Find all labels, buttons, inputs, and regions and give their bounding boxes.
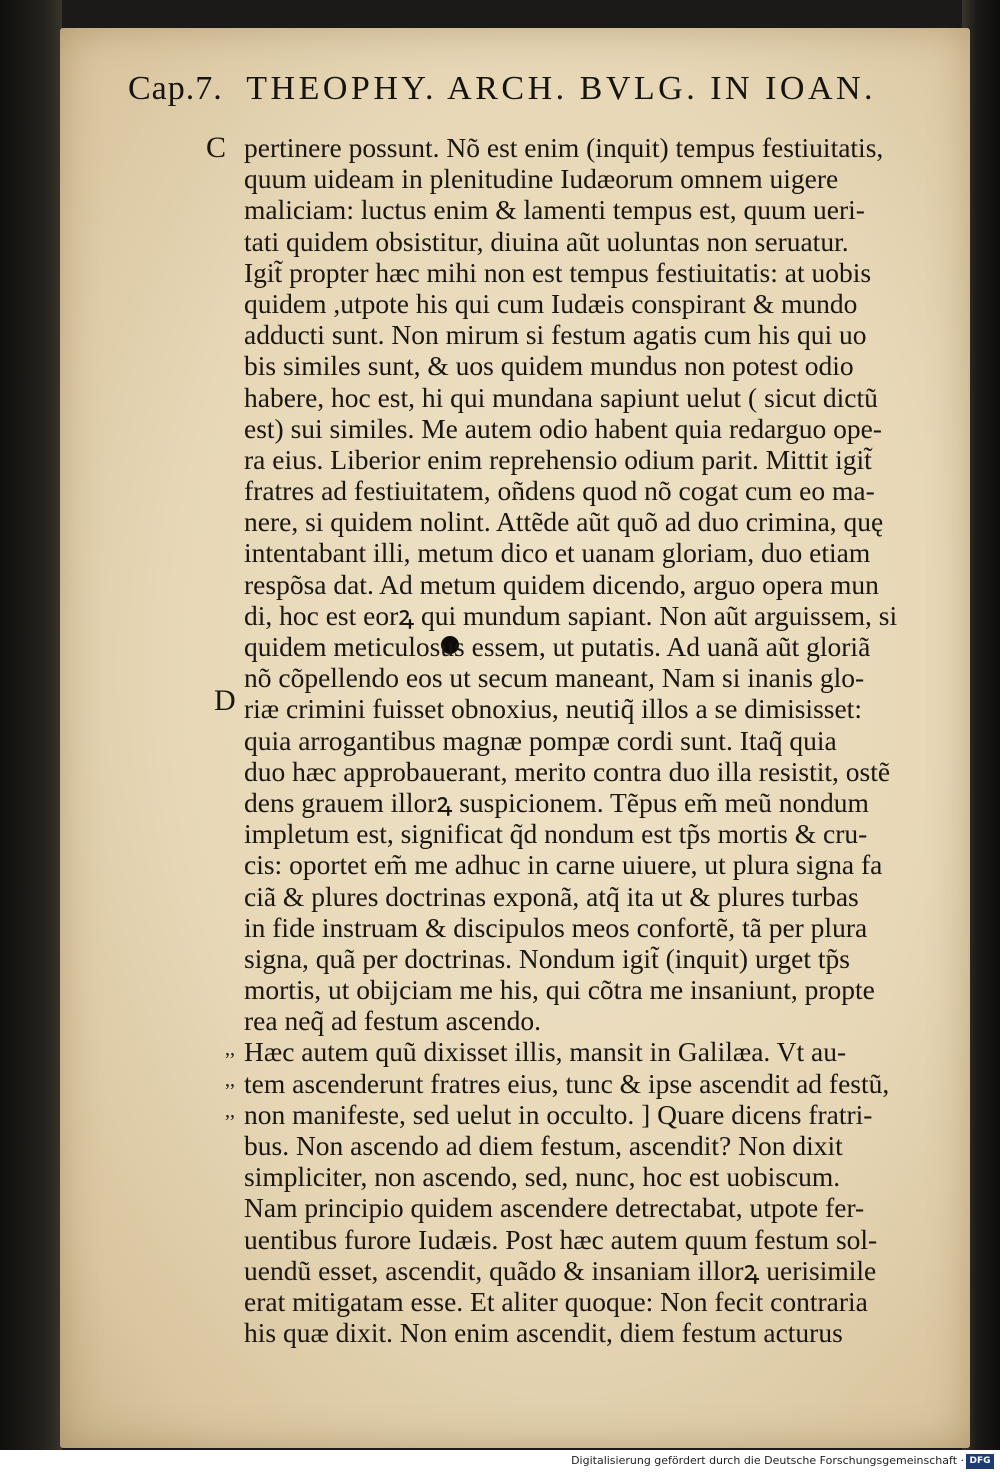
text-line: ra eius. Liberior enim reprehensio odium parit. Mittit igit̃ (244, 443, 872, 475)
text-line: duo hæc approbauerant, merito contra duo illa resistit, ostẽ (244, 755, 891, 787)
text-line: adducti sunt. Non mirum si festum agatis cum his qui uo (244, 319, 867, 351)
text-line: uentibus furore Iudæis. Post hæc autem quum festum sol- (244, 1223, 878, 1255)
text-line: uendũ esset, ascendit, quãdo & insaniam illorꝝ uerisimile (244, 1254, 877, 1286)
text-line: intentabant illi, metum dico et uanam gloriam, duo etiam (244, 537, 871, 569)
text-line: fratres ad festiuitatem, oñdens quod nõ cogat cum eo ma- (244, 475, 875, 507)
text-line: impletum est, significat q̃d nondum est tp̃s mortis & cru- (244, 818, 868, 850)
text-line: maliciam: luctus enim & lamenti tempus est, quum ueri- (244, 194, 865, 226)
text-line: cis: oportet em̃ me adhuc in carne uiuere, ut plura signa fa (244, 849, 883, 881)
margin-letter-c: C (206, 131, 227, 164)
running-header (128, 70, 928, 126)
text-line: quidem meticulosus essem, ut putatis. Ad uanã aũt gloriã (244, 631, 871, 662)
text-line: tati quidem obsistitur, diuina aũt uoluntas non seruatur. (244, 225, 849, 257)
text-line: pertinere possunt. Nõ est enim (inquit) tempus festiuitatis, (244, 132, 884, 163)
text-line: erat mitigatam esse. Et aliter quoque: Non fecit contraria (244, 1285, 868, 1317)
quote-mark: ,, (225, 1100, 235, 1122)
text-line: tem ascenderunt fratres eius, tunc & ipse ascendit ad festũ, (244, 1067, 890, 1099)
text-line: Hæc autem quũ dixisset illis, mansit in Galilæa. Vt au- (244, 1036, 847, 1068)
text-line: est) sui similes. Me autem odio habent quia redarguo ope- (244, 412, 882, 444)
text-line: nere, si quidem nolint. Attẽde aũt quõ ad duo crimina, quę (244, 506, 884, 538)
book-left-edge (0, 0, 62, 1450)
quote-mark: ,, (225, 1069, 235, 1091)
text-line: di, hoc est eorꝝ qui mundum sapiant. Non aũt arguissem, si (244, 599, 898, 631)
body-text (244, 132, 944, 1348)
text-line: dens grauem illorꝝ suspicionem. Tẽpus em̃ meũ nondum (244, 786, 869, 818)
footer-credit: Digitalisierung gefördert durch die Deutsche Forschungsgemeinschaft · (571, 1454, 964, 1467)
text-line: respõsa dat. Ad metum quidem dicendo, arguo opera mun (244, 568, 879, 600)
text-line: nõ cõpellendo eos ut secum maneant, Nam si inanis glo- (244, 662, 865, 694)
text-line: Igit̃ propter hæc mihi non est tempus festiuitatis: at uobis (244, 256, 872, 288)
text-line: mortis, ut obijciam me his, qui cõtra me insaniunt, propte (244, 974, 875, 1006)
text-line: bis similes sunt, & uos quidem mundus non potest odio (244, 350, 854, 382)
text-line: non manifeste, sed uelut in occulto. ] Quare dicens fratri- (244, 1098, 873, 1130)
text-line: quia arrogantibus magnæ pompæ cordi sunt. Itaq̃ quia (244, 724, 837, 756)
text-line: in fide instruam & discipulos meos confortẽ, tã per plura (244, 911, 868, 943)
text-line: bus. Non ascendo ad diem festum, ascendit? Non dixit (244, 1130, 843, 1161)
header-title: THEOPHY. ARCH. BVLG. IN IOAN. (246, 70, 877, 107)
text-line: riæ crimini fuisset obnoxius, neutiq̃ illos a se dimisisset: (244, 693, 862, 725)
text-line: signa, quã per doctrinas. Nondum igit̃ (inquit) urget tp̃s (244, 942, 850, 974)
text-line: habere, hoc est, hi qui mundana sapiunt uelut ( sicut dictũ (244, 381, 878, 413)
quote-mark: ,, (225, 1038, 235, 1060)
margin-letter-d: D (214, 684, 236, 717)
text-line: his quæ dixit. Non enim ascendit, diem festum acturus (244, 1317, 843, 1349)
text-line: quidem ,utpote his qui cum Iudæis conspirant & mundo (244, 287, 858, 319)
text-line: quum uideam in plenitudine Iudæorum omnem uigere (244, 163, 839, 195)
dfg-logo: DFG (966, 1454, 994, 1469)
text-line: ciã & plures doctrinas exponã, atq̃ ita ut & plures turbas (244, 880, 859, 912)
text-line: simpliciter, non ascendo, sed, nunc, hoc est uobiscum. (244, 1161, 841, 1193)
text-line: rea neq̃ ad festum ascendo. (244, 1005, 542, 1037)
text-line: Nam principio quidem ascendere detrectabat, utpote fer- (244, 1192, 865, 1224)
footer-bar (0, 1450, 1000, 1474)
header-chapter: Cap.7. (128, 70, 223, 107)
